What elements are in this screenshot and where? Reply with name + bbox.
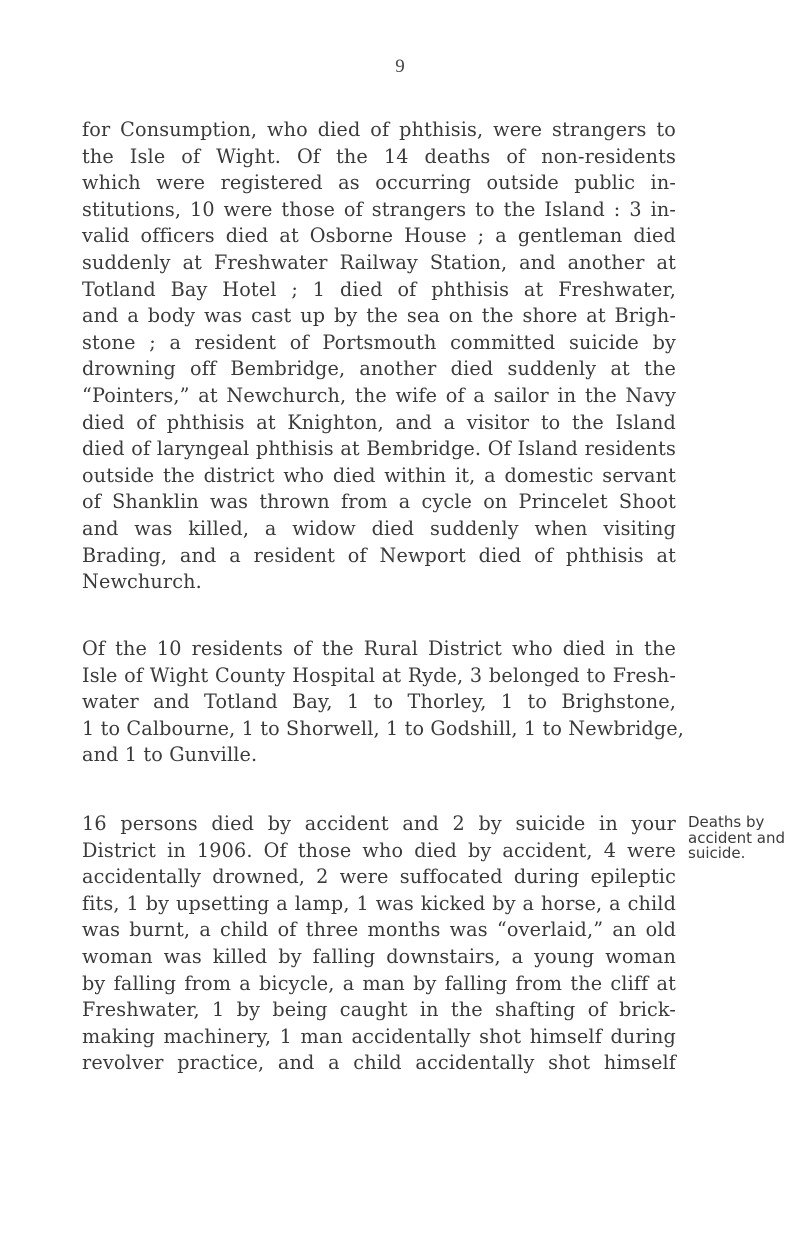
- margin-note-line: suicide.: [688, 844, 746, 862]
- text-line: Totland Bay Hotel ; 1 died of phthisis at Freshwater,: [82, 277, 676, 301]
- text-line: the Isle of Wight. Of the 14 deaths of non-residents: [82, 144, 676, 168]
- text-line: Newchurch.: [82, 570, 202, 594]
- text-line: District in 1906. Of those who died by accident, 4 were: [82, 838, 676, 862]
- text-line: outside the district who died within it, a domestic servant: [82, 463, 676, 487]
- text-line: of Shanklin was thrown from a cycle on Princelet Shoot: [82, 490, 676, 514]
- text-line: Of the 10 residents of the Rural District who died in the: [82, 637, 676, 660]
- text-line: Isle of Wight County Hospital at Ryde, 3 belonged to Fresh-: [82, 663, 676, 687]
- text-line: Freshwater, 1 by being caught in the shafting of brick-: [82, 998, 676, 1022]
- text-line: suddenly at Freshwater Railway Station, and another at: [82, 250, 676, 274]
- text-line: valid officers died at Osborne House ; a gentleman died: [82, 224, 676, 248]
- text-line: stone ; a resident of Portsmouth committed suicide by: [82, 330, 676, 354]
- paragraph-non-resident-deaths: [82, 117, 676, 596]
- text-line: died of phthisis at Knighton, and a visitor to the Island: [82, 410, 676, 434]
- margin-note-deaths-by-accident: [688, 815, 798, 862]
- text-line: and was killed, a widow died suddenly when visiting: [82, 516, 676, 540]
- text-line: and a body was cast up by the sea on the shore at Brigh-: [82, 304, 676, 328]
- text-line: died of laryngeal phthisis at Bembridge. Of Island residents: [82, 437, 676, 461]
- text-line: which were registered as occurring outside public in-: [82, 171, 676, 195]
- text-line: stitutions, 10 were those of strangers to the Island : 3 in-: [82, 197, 676, 221]
- text-line: revolver practice, and a child accidentally shot himself: [82, 1051, 676, 1075]
- text-line: “Pointers,” at Newchurch, the wife of a sailor in the Navy: [82, 383, 676, 407]
- text-line: and 1 to Gunville.: [82, 743, 258, 767]
- text-line: accidentally drowned, 2 were suffocated during epileptic: [82, 865, 676, 889]
- text-line: making machinery, 1 man accidentally shot himself during: [82, 1024, 676, 1048]
- text-line: by falling from a bicycle, a man by falling from the cliff at: [82, 971, 676, 995]
- text-line: water and Totland Bay, 1 to Thorley, 1 to Brighstone,: [82, 690, 676, 714]
- text-line: woman was killed by falling downstairs, a young woman: [82, 944, 676, 968]
- margin-note-line: accident and: [688, 828, 785, 847]
- text-line: 1 to Calbourne, 1 to Shorwell, 1 to Godshill, 1 to Newbridge,: [82, 716, 684, 740]
- text-line: Brading, and a resident of Newport died of phthisis at: [82, 543, 676, 567]
- margin-note-line: Deaths by: [688, 813, 765, 831]
- text-line: drowning off Bembridge, another died suddenly at the: [82, 357, 676, 381]
- paragraph-county-hospital: [82, 636, 684, 769]
- text-line: 16 persons died by accident and 2 by suicide in your: [82, 812, 676, 835]
- text-line: was burnt, a child of three months was “overlaid,” an old: [82, 918, 676, 942]
- text-line: fits, 1 by upsetting a lamp, 1 was kicked by a horse, a child: [82, 891, 676, 915]
- paragraph-accidents-suicides: [82, 811, 676, 1077]
- page-number: 9: [395, 56, 405, 77]
- text-line: for Consumption, who died of phthisis, were strangers to: [82, 118, 676, 141]
